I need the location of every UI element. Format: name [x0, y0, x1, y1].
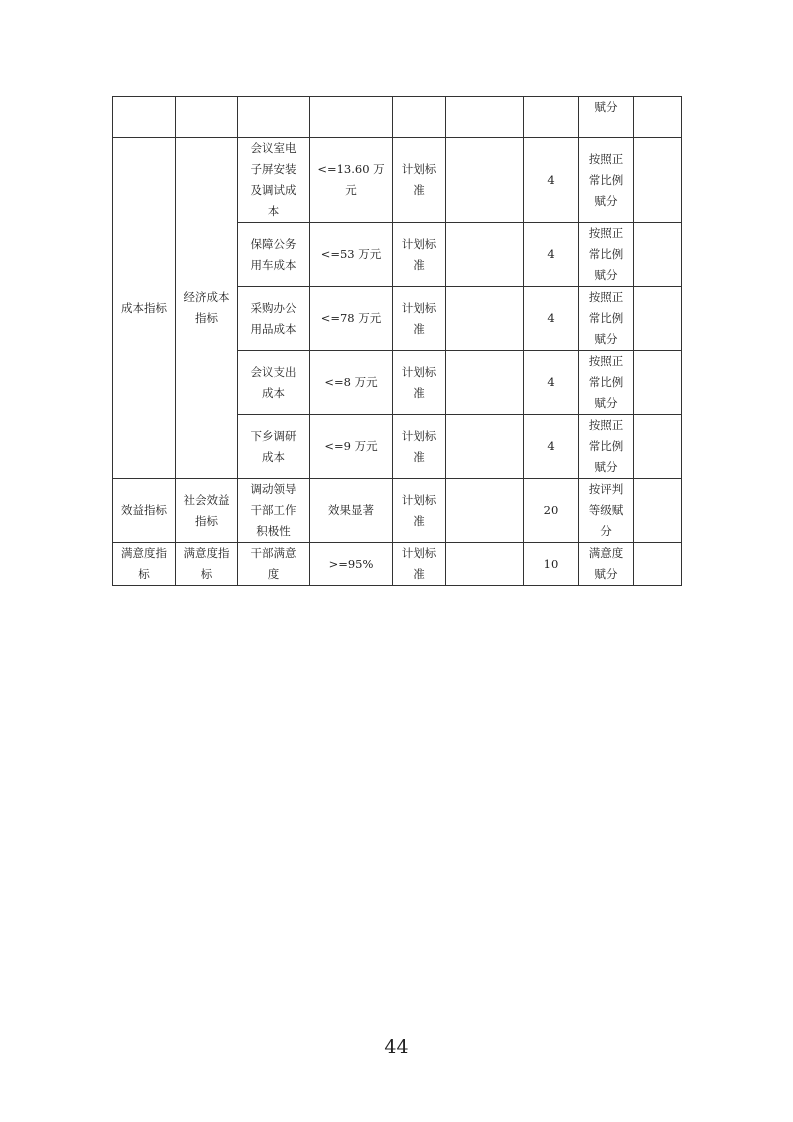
target-value-cell: <=13.60 万元 — [310, 138, 393, 223]
category-cell: 成本指标 — [113, 138, 176, 479]
table-row — [113, 543, 682, 586]
table-row — [113, 479, 682, 543]
indicator-name-cell: 会议室电 子屏安装 及调试成 本 — [238, 138, 310, 223]
indicator-name-cell: 会议支出 成本 — [238, 351, 310, 415]
weight-cell: 20 — [524, 479, 579, 543]
scoring-method-cell: 按照正 常比例 赋分 — [579, 415, 634, 479]
table-cell — [634, 138, 682, 223]
weight-cell: 4 — [524, 223, 579, 287]
table-cell — [634, 351, 682, 415]
weight-cell: 4 — [524, 415, 579, 479]
scoring-method-cell: 按照正 常比例 赋分 — [579, 138, 634, 223]
category-cell: 效益指标 — [113, 479, 176, 543]
table-cell — [393, 97, 446, 138]
target-value-cell: <=53 万元 — [310, 223, 393, 287]
standard-cell: 计划标 准 — [393, 351, 446, 415]
target-value-cell: 效果显著 — [310, 479, 393, 543]
weight-cell: 10 — [524, 543, 579, 586]
table-row — [113, 97, 682, 138]
page-number: 44 — [384, 1036, 409, 1058]
table-cell — [176, 97, 238, 138]
indicator-name-cell: 调动领导 干部工作 积极性 — [238, 479, 310, 543]
scoring-method-cell: 按照正 常比例 赋分 — [579, 351, 634, 415]
target-value-cell: >=95% — [310, 543, 393, 586]
scoring-method-cell: 满意度 赋分 — [579, 543, 634, 586]
indicator-name-cell: 干部满意 度 — [238, 543, 310, 586]
table-cell — [238, 97, 310, 138]
table-cell — [446, 415, 524, 479]
scoring-method-cell: 按评判 等级赋 分 — [579, 479, 634, 543]
standard-cell: 计划标 准 — [393, 223, 446, 287]
table-row — [113, 138, 682, 223]
table-cell — [524, 97, 579, 138]
indicator-name-cell: 保障公务 用车成本 — [238, 223, 310, 287]
weight-cell: 4 — [524, 287, 579, 351]
indicator-name-cell: 采购办公 用品成本 — [238, 287, 310, 351]
table-cell — [446, 351, 524, 415]
scoring-method-cell: 按照正 常比例 赋分 — [579, 223, 634, 287]
standard-cell: 计划标 准 — [393, 138, 446, 223]
indicator-name-cell: 下乡调研 成本 — [238, 415, 310, 479]
scoring-method-cell: 赋分 — [579, 97, 634, 138]
weight-cell: 4 — [524, 138, 579, 223]
table-cell — [446, 138, 524, 223]
table-cell — [446, 287, 524, 351]
scoring-method-cell: 按照正 常比例 赋分 — [579, 287, 634, 351]
performance-indicator-table — [112, 96, 682, 586]
target-value-cell: <=9 万元 — [310, 415, 393, 479]
table-cell — [446, 97, 524, 138]
category-cell: 满意度指 标 — [113, 543, 176, 586]
target-value-cell: <=8 万元 — [310, 351, 393, 415]
table-cell — [446, 223, 524, 287]
weight-cell: 4 — [524, 351, 579, 415]
table-cell — [634, 223, 682, 287]
table-cell — [634, 97, 682, 138]
table-cell — [113, 97, 176, 138]
target-value-cell: <=78 万元 — [310, 287, 393, 351]
standard-cell: 计划标 准 — [393, 287, 446, 351]
subcategory-cell: 社会效益 指标 — [176, 479, 238, 543]
subcategory-cell: 满意度指 标 — [176, 543, 238, 586]
table-cell — [446, 479, 524, 543]
table-cell — [634, 415, 682, 479]
table-cell — [634, 479, 682, 543]
table-cell — [446, 543, 524, 586]
standard-cell: 计划标 准 — [393, 479, 446, 543]
table-cell — [634, 543, 682, 586]
table-cell — [310, 97, 393, 138]
standard-cell: 计划标 准 — [393, 543, 446, 586]
subcategory-cell: 经济成本 指标 — [176, 138, 238, 479]
table-cell — [634, 287, 682, 351]
standard-cell: 计划标 准 — [393, 415, 446, 479]
